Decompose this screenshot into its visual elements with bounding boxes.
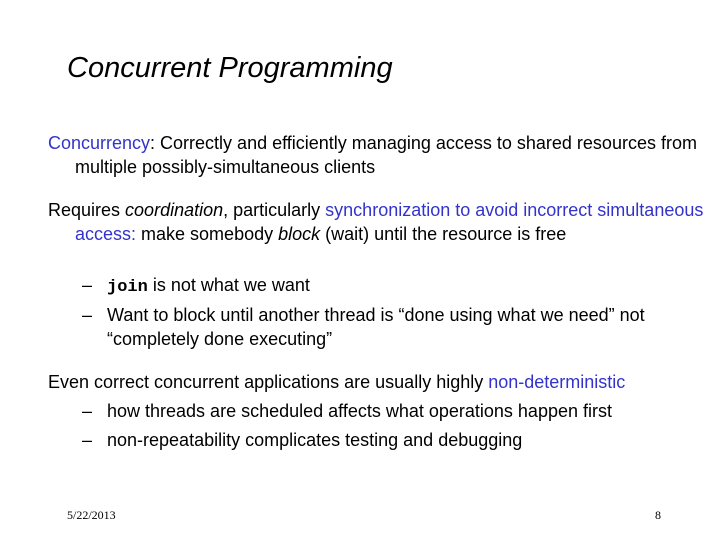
nondeterministic-paragraph [48, 370, 720, 394]
sub-bullet-repeatability [82, 428, 717, 452]
block-term: block [278, 224, 321, 244]
sub-bullet-join [82, 273, 717, 300]
nondeterministic-term: non-deterministic [488, 372, 626, 392]
concurrency-definition: : Correctly and efficiently managing access to shared resources from multiple possibly-simultaneous clients [75, 133, 697, 177]
scheduling-text: how threads are scheduled affects what operations happen first [107, 401, 612, 421]
sub-bullet-scheduling [82, 399, 717, 423]
coordination-term: coordination [125, 200, 224, 220]
requires-text-3: make somebody [136, 224, 279, 244]
requires-text-2: , particularly [223, 200, 326, 220]
join-code: join [107, 278, 148, 297]
nondet-text: Even correct concurrent applications are usually highly [48, 372, 489, 392]
requires-text-4: (wait) until the resource is free [320, 224, 567, 244]
synchronization-term: synchronization to avoid incorrect simultaneous access: [75, 200, 704, 244]
dash-bullet: – [82, 305, 93, 325]
want-to-block-text: Want to block until another thread is “done using what we need” not “completely done executing” [107, 305, 645, 349]
repeatability-text: non-repeatability complicates testing and debugging [107, 430, 523, 450]
footer-date: 5/22/2013 [67, 508, 116, 522]
footer-page-number: 8 [655, 508, 661, 522]
dash-bullet: – [82, 430, 93, 450]
requires-text-1: Requires [48, 200, 126, 220]
concurrency-term: Concurrency [48, 133, 151, 153]
dash-bullet: – [82, 401, 93, 421]
concurrency-paragraph [48, 131, 720, 179]
sub-bullet-want-to-block [82, 303, 717, 351]
dash-bullet: – [82, 275, 93, 295]
requires-paragraph [48, 198, 720, 246]
slide-title: Concurrent Programming [67, 52, 393, 84]
join-text: is not what we want [147, 275, 310, 295]
